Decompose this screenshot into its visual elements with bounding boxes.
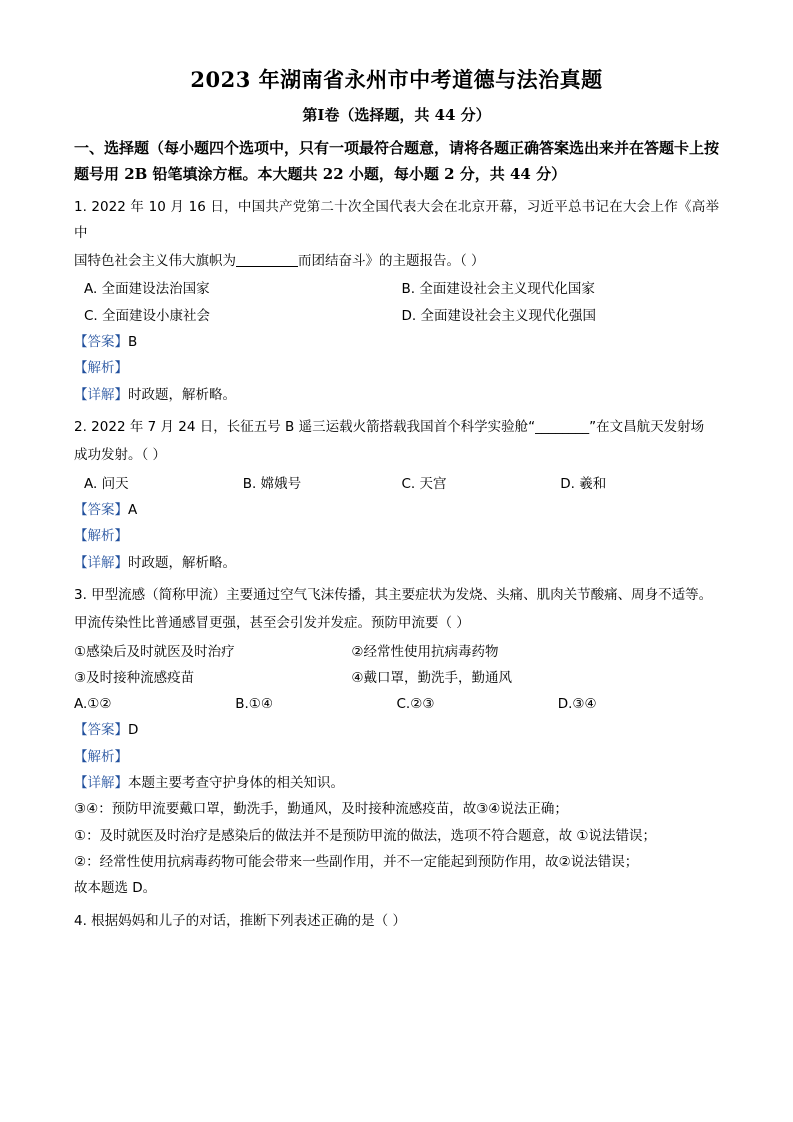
detail-label: 【详解】	[74, 775, 128, 792]
question-2-option-d[interactable]: D. 羲和	[560, 475, 607, 492]
question-2-analysis-line	[74, 523, 719, 549]
detail-label: 【详解】	[74, 386, 128, 403]
analysis-label: 【解析】	[74, 748, 128, 765]
analysis-label: 【解析】	[74, 528, 128, 545]
question-1-detail-line	[74, 382, 719, 408]
question-1-stem-line-1: 1. 2022 年 10 月 16 日，中国共产党第二十次全国代表大会在北京开幕，习近平总书记在大会上作《高举中	[74, 198, 719, 241]
question-1-analysis-line	[74, 355, 719, 381]
question-2-option-b[interactable]: B. 嫦娥号	[242, 475, 302, 492]
question-3-subitem-3: ③及时接种流感疫苗	[74, 669, 195, 686]
question-3-detail-text-1: 本题主要考查守护身体的相关知识。	[128, 775, 344, 792]
question-3-detail-line-1	[74, 770, 719, 796]
question-2-detail-text: 时政题，解析略。	[128, 554, 236, 571]
question-1-option-b[interactable]: B. 全面建设社会主义现代化国家	[401, 281, 595, 298]
question-1-answer-value: B	[128, 334, 138, 351]
fill-blank	[236, 266, 298, 267]
detail-label: 【详解】	[74, 554, 128, 571]
question-2-option-a[interactable]: A. 问天	[84, 475, 129, 492]
question-3-subitem-2: ②经常性使用抗病毒药物	[351, 643, 499, 660]
question-1-options-row-2	[74, 303, 719, 329]
analysis-label: 【解析】	[74, 360, 128, 377]
answer-label: 【答案】	[74, 334, 128, 351]
question-2-options-row	[74, 471, 719, 497]
question-2-option-c[interactable]: C. 天宫	[401, 475, 447, 492]
question-4-stem-line-1: 4. 根据妈妈和儿子的对话，推断下列表述正确的是（ ）	[74, 912, 406, 929]
question-3-option-a[interactable]: A.①②	[74, 696, 112, 713]
question-1-detail-text: 时政题，解析略。	[128, 386, 236, 403]
question-3-option-d[interactable]: D.③④	[557, 696, 597, 713]
question-3-subitems-row-1	[74, 639, 719, 665]
question-3-answer-value: D	[128, 722, 139, 739]
question-2-stem-line-1: 2. 2022 年 7 月 24 日，长征五号 B 遥三运载火箭搭载我国首个科学实验舱“________”在文昌航天发射场	[74, 419, 705, 435]
question-2-stem-line-2: 成功发射。（ ）	[74, 447, 167, 464]
question-2-detail-line	[74, 550, 719, 576]
question-3-option-c[interactable]: C.②③	[396, 696, 435, 713]
question-3-option-b[interactable]: B.①④	[235, 696, 274, 713]
answer-label: 【答案】	[74, 722, 128, 739]
page-title: 2023 年湖南省永州市中考道德与法治真题	[190, 67, 603, 92]
question-block-3	[74, 582, 719, 902]
question-3-stem-line-2: 甲流传染性比普通感冒更强，甚至会引发并发症。预防甲流要（ ）	[74, 615, 470, 632]
question-3-detail-line-3: ①：及时就医及时治疗是感染后的做法并不是预防甲流的做法，选项不符合题意，故 ①说法错误；	[74, 827, 656, 844]
question-3-detail-line-2: ③④：预防甲流要戴口罩，勤洗手，勤通风，及时接种流感疫苗，故③④说法正确；	[74, 801, 568, 818]
question-1-stem-line-2	[74, 248, 719, 274]
question-block-2	[74, 414, 719, 576]
question-block-4	[74, 908, 719, 934]
question-3-subitem-4: ④戴口罩，勤洗手，勤通风	[351, 669, 512, 686]
answer-label: 【答案】	[74, 501, 128, 518]
question-2-answer-line	[74, 497, 719, 523]
section-instructions: 一、选择题（每小题四个选项中，只有一项最符合题意，请将各题正确答案选出来并在答题卡上按题号用 2B 铅笔填涂方框。本大题共 22 小题，每小题 2 分，共 44 分）	[74, 139, 720, 184]
question-3-analysis-line	[74, 744, 719, 770]
question-3-subitem-1: ①感染后及时就医及时治疗	[74, 643, 235, 660]
question-3-subitems-row-2	[74, 665, 719, 691]
question-3-detail-line-5: 故本题选 D。	[74, 880, 157, 897]
question-1-option-d[interactable]: D. 全面建设社会主义现代化强国	[401, 307, 596, 324]
question-1-option-a[interactable]: A. 全面建设法治国家	[84, 281, 210, 298]
question-1-answer-line	[74, 329, 719, 355]
question-3-detail-line-4: ②：经常性使用抗病毒药物可能会带来一些副作用，并不一定能起到预防作用，故②说法错误；	[74, 854, 639, 870]
question-2-answer-value: A	[128, 501, 138, 518]
question-block-1	[74, 194, 719, 409]
question-1-stem-text-a: 国特色社会主义伟大旗帜为	[74, 253, 236, 270]
question-1-options-row-1	[74, 276, 719, 302]
question-3-answer-line	[74, 717, 719, 743]
question-1-stem-text-b: 而团结奋斗》的主题报告。（ ）	[298, 253, 485, 270]
question-3-options-row	[74, 691, 719, 717]
question-1-option-c[interactable]: C. 全面建设小康社会	[84, 307, 211, 324]
question-3-stem-line-1: 3. 甲型流感（简称甲流）主要通过空气飞沫传播，其主要症状为发烧、头痛、肌肉关节酸痛、周身不适等。	[74, 586, 713, 603]
paper-part-subtitle: 第I卷（选择题，共 44 分）	[302, 106, 491, 124]
